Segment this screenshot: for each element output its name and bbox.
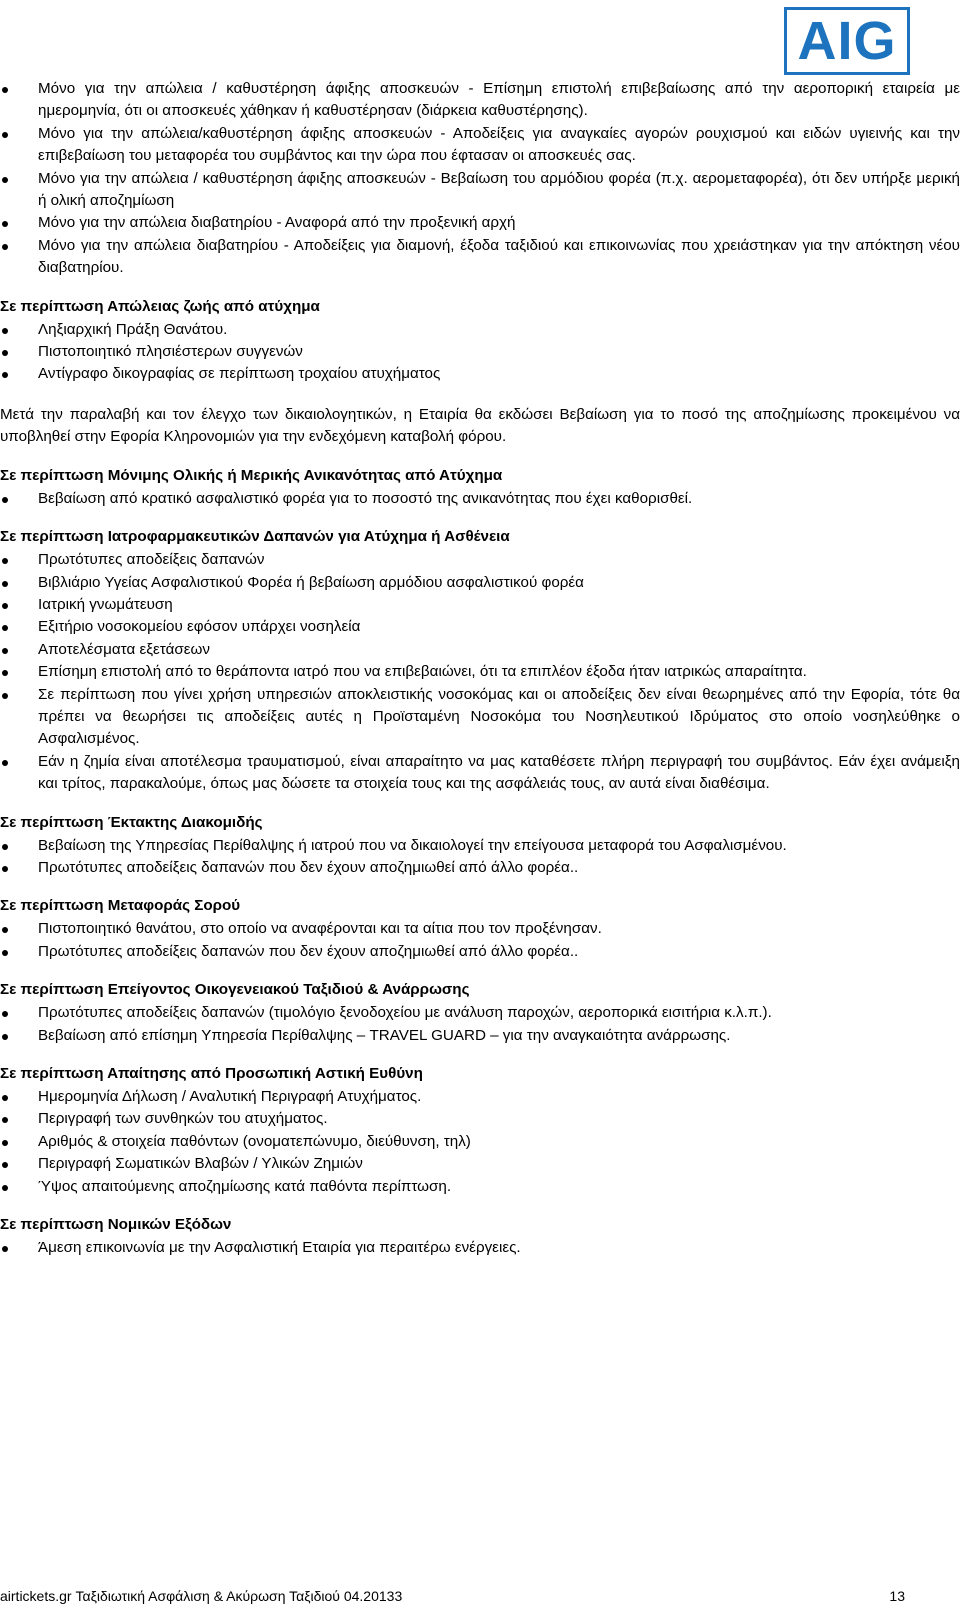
list-item: Μόνο για την απώλεια/καθυστέρηση άφιξης αποσκευών - Αποδείξεις για αναγκαίες αγορών ρουχισμού και ειδών υγιεινής και την επιβεβαίωση του μεταφορέα του συμβάντος και την ώρα που έφτασαν οι αποσκευές σας. (0, 123, 960, 168)
list-item: Βιβλιάριο Υγείας Ασφαλιστικού Φορέα ή βεβαίωση αρμόδιου ασφαλιστικού φορέα (0, 572, 960, 594)
section-title-transport: Σε περίπτωση Έκτακτης Διακομιδής (0, 813, 263, 831)
list-item: Μόνο για την απώλεια / καθυστέρηση άφιξης αποσκευών - Επίσημη επιστολή επιβεβαίωσης από την αεροπορική εταιρεία με ημερομηνία, ότι οι αποσκευές χάθηκαν ή καθυστέρησαν (διάρκεια καθυστέρησης). (0, 78, 960, 123)
list-item: Επίσημη επιστολή από το θεράποντα ιατρό που να επιβεβαιώνει, ότι τα επιπλέον έξοδα ήταν ιατρικώς απαραίτητα. (0, 661, 960, 683)
liability-list (0, 1086, 960, 1198)
logo-text: AIG (797, 11, 897, 71)
list-item: Αποτελέσματα εξετάσεων (0, 639, 960, 661)
transport-list (0, 835, 960, 880)
list-item: Περιγραφή Σωματικών Βλαβών / Υλικών Ζημιών (0, 1153, 960, 1175)
list-item: Ημερομηνία Δήλωση / Αναλυτική Περιγραφή Ατυχήματος. (0, 1086, 960, 1108)
list-item: Μόνο για την απώλεια διαβατηρίου - Αναφορά από την προξενική αρχή (0, 212, 960, 234)
list-item: Άμεση επικοινωνία με την Ασφαλιστική Εταιρία για περαιτέρω ενέργειες. (0, 1237, 960, 1259)
document-body (0, 78, 960, 1259)
list-item: Μόνο για την απώλεια / καθυστέρηση άφιξης αποσκευών - Βεβαίωση του αρμόδιου φορέα (π.χ. αερομεταφορέα), ότι δεν υπήρξε μερική ή ολική αποζημίωση (0, 168, 960, 213)
section-title-death: Σε περίπτωση Απώλειας ζωής από ατύχημα (0, 297, 320, 315)
family-trip-list (0, 1002, 960, 1047)
repatriation-list (0, 918, 960, 963)
list-item: Βεβαίωση από κρατικό ασφαλιστικό φορέα για το ποσοστό της ανικανότητας που έχει καθορισθεί. (0, 488, 960, 510)
list-item: Πρωτότυπες αποδείξεις δαπανών που δεν έχουν αποζημιωθεί από άλλο φορέα.. (0, 941, 960, 963)
medical-list (0, 549, 960, 795)
list-item: Πιστοποιητικό πλησιέστερων συγγενών (0, 341, 960, 363)
aig-logo (784, 7, 910, 75)
section-title-medical: Σε περίπτωση Ιατροφαρμακευτικών Δαπανών για Ατύχημα ή Ασθένεια (0, 528, 510, 546)
list-item: Πρωτότυπες αποδείξεις δαπανών (τιμολόγιο ξενοδοχείου με ανάλυση παροχών, αεροπορικά εισιτήρια κ.λ.π.). (0, 1002, 960, 1024)
list-item: Εάν η ζημία είναι αποτέλεσμα τραυματισμού, είναι απαραίτητο να μας καταθέσετε πλήρη περιγραφή του συμβάντος. Εάν έχει ανάμειξη και τρίτος, παρακαλούμε, όπως μας δώσετε τα στοιχεία τους και της ασφάλειάς τους, αν αυτά είναι διαθέσιμα. (0, 751, 960, 796)
page-footer (0, 1588, 905, 1604)
section-title-repatriation: Σε περίπτωση Μεταφοράς Σορού (0, 897, 241, 915)
list-item: Πρωτότυπες αποδείξεις δαπανών που δεν έχουν αποζημιωθεί από άλλο φορέα.. (0, 857, 960, 879)
list-item: Αντίγραφο δικογραφίας σε περίπτωση τροχαίου ατυχήματος (0, 363, 960, 385)
disability-list (0, 488, 960, 510)
list-item: Βεβαίωση από επίσημη Υπηρεσία Περίθαλψης – TRAVEL GUARD – για την αναγκαιότητα ανάρρωσης. (0, 1025, 960, 1047)
list-item: Πρωτότυπες αποδείξεις δαπανών (0, 549, 960, 571)
list-item: Βεβαίωση της Υπηρεσίας Περίθαλψης ή ιατρού που να δικαιολογεί την επείγουσα μεταφορά του Ασφαλισμένου. (0, 835, 960, 857)
page-number: 13 (889, 1588, 905, 1604)
section-title-liability: Σε περίπτωση Απαίτησης από Προσωπική Αστική Ευθύνη (0, 1065, 423, 1082)
section-title-family-trip: Σε περίπτωση Επείγοντος Οικογενειακού Ταξιδιού & Ανάρρωσης (0, 981, 470, 999)
list-item: Μόνο για την απώλεια διαβατηρίου - Αποδείξεις για διαμονή, έξοδα ταξιδιού και επικοινωνίας που χρειάστηκαν για την απόκτηση νέου διαβατηρίου. (0, 235, 960, 280)
list-item: Πιστοποιητικό θανάτου, στο οποίο να αναφέρονται και τα αίτια που τον προξένησαν. (0, 918, 960, 940)
baggage-list (0, 78, 960, 280)
list-item: Εξιτήριο νοσοκομείου εφόσον υπάρχει νοσηλεία (0, 616, 960, 638)
death-note: Μετά την παραλαβή και τον έλεγχο των δικαιολογητικών, η Εταιρία θα εκδώσει Βεβαίωση για το ποσό της αποζημίωσης προκειμένου να υποβληθεί στην Εφορία Κληρονομιών για την ενδεχόμενη καταβολή φόρου. (0, 405, 960, 446)
list-item: Αριθμός & στοιχεία παθόντων (ονοματεπώνυμο, διεύθυνση, τηλ) (0, 1131, 960, 1153)
footer-text: airtickets.gr Ταξιδιωτική Ασφάλιση & Ακύρωση Ταξιδιού 04.20133 (0, 1588, 403, 1604)
legal-list (0, 1237, 960, 1259)
list-item: Ύψος απαιτούμενης αποζημίωσης κατά παθόντα περίπτωση. (0, 1176, 960, 1198)
section-title-legal: Σε περίπτωση Νομικών Εξόδων (0, 1216, 232, 1234)
list-item: Ληξιαρχική Πράξη Θανάτου. (0, 319, 960, 341)
list-item: Σε περίπτωση που γίνει χρήση υπηρεσιών αποκλειστικής νοσοκόμας και οι αποδείξεις δεν είναι θεωρημένες από την Εφορία, τότε θα πρέπει να θεωρήσει τις αποδείξεις αυτές η Προϊσταμένη Νοσοκόμα του Νοσηλευτικού Ιδρύματος στο οποίο νοσηλεύθηκε ο Ασφαλισμένος. (0, 684, 960, 751)
list-item: Περιγραφή των συνθηκών του ατυχήματος. (0, 1108, 960, 1130)
list-item: Ιατρική γνωμάτευση (0, 594, 960, 616)
section-title-disability: Σε περίπτωση Μόνιμης Ολικής ή Μερικής Ανικανότητας από Ατύχημα (0, 466, 503, 484)
death-list (0, 319, 960, 386)
